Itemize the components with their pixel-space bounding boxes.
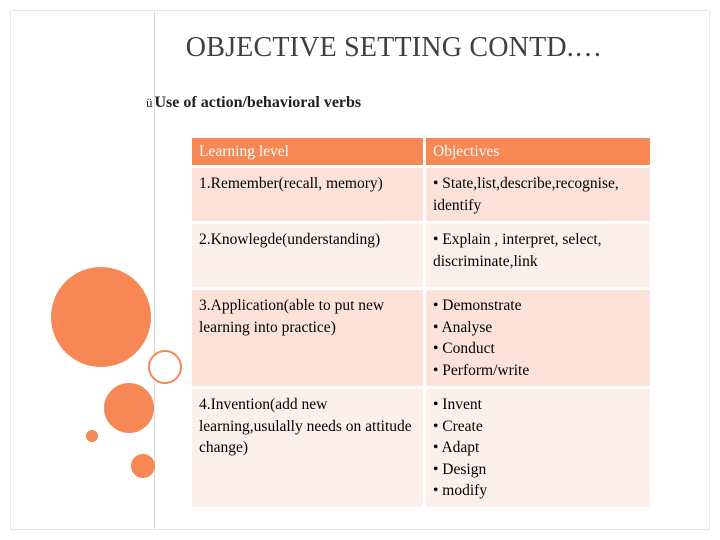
check-bullet-icon: ü [146,95,153,110]
objectives-table [192,138,650,507]
header-objectives: Objectives [426,138,650,165]
objectives-cell [426,165,650,221]
learning-level-cell: 4.Invention(add new learning,usulally needs on attitude change) [192,386,426,507]
decorative-circle-ring [148,350,182,384]
decorative-circle-small [86,430,98,442]
objective-item: • Invent [433,396,482,413]
objective-item: • Demonstrate [433,297,522,314]
learning-level-cell: 2.Knowlegde(understanding) [192,221,426,287]
objective-item: • Adapt [433,439,480,456]
table-row [192,221,650,287]
decorative-circle-medium [104,383,154,433]
learning-level-cell: 3.Application(able to put new learning into practice) [192,287,426,386]
header-learning-level: Learning level [192,138,426,165]
subtitle-text: Use of action/behavioral verbs [154,94,362,111]
decorative-circle-small-2 [131,454,155,478]
objective-item: • Explain , interpret, select, discriminate,link [433,231,602,270]
objective-item: • State,list,describe,recognise, identify [433,175,619,214]
table-row [192,165,650,221]
learning-level-cell: 1.Remember(recall, memory) [192,165,426,221]
objective-item: • Perform/write [433,361,530,379]
table-row [192,287,650,386]
objective-item: • Analyse [433,318,493,336]
objective-item: • Conduct [433,340,495,357]
objectives-cell [426,287,650,386]
objectives-cell [426,386,650,507]
decorative-circle-large [51,267,151,367]
table-header-row [192,138,650,165]
slide-title: OBJECTIVE SETTING CONTD.… [185,32,603,63]
objective-item: • Design [433,460,487,478]
slide-subtitle [146,94,361,112]
objectives-cell [426,221,650,287]
objective-item: • Create [433,417,483,435]
table-row [192,386,650,507]
objective-item: • modify [433,482,488,499]
decorative-vertical-line [154,11,155,529]
